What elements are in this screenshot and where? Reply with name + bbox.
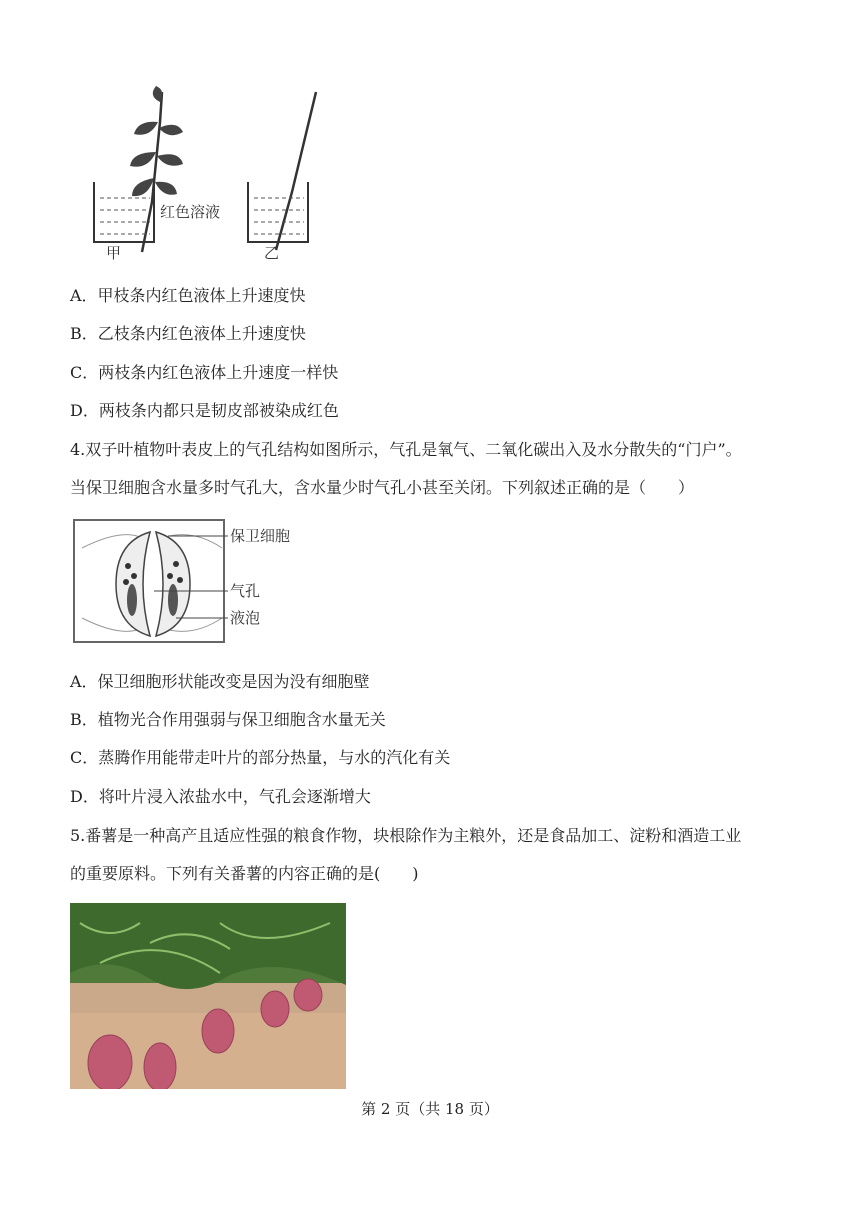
q4-option-a: A．保卫细胞形状能改变是因为没有细胞壁 — [70, 672, 370, 691]
solution-label: 红色溶液 — [160, 203, 221, 221]
label-guard-cell: 保卫细胞 — [230, 527, 291, 545]
sweet-potato-photo — [70, 903, 346, 1089]
q4-stem-line2: 当保卫细胞含水量多时气孔大，含水量少时气孔小甚至关闭。下列叙述正确的是（ ） — [70, 478, 695, 497]
label-vacuole: 液泡 — [230, 609, 261, 627]
beaker-b — [248, 182, 308, 242]
q4-option-c: C．蒸腾作用能带走叶片的部分热量，与水的汽化有关 — [70, 748, 451, 767]
stoma-figure — [72, 518, 312, 646]
q4-option-b: B．植物光合作用强弱与保卫细胞含水量无关 — [70, 710, 386, 729]
q5-stem-line1: 5.番薯是一种高产且适应性强的粮食作物，块根除作为主粮外，还是食品加工、淀粉和酒造工业 — [70, 826, 742, 845]
bare-branch-illustration — [276, 92, 316, 250]
q3-option-b: B．乙枝条内红色液体上升速度快 — [70, 324, 306, 343]
guard-cells-illustration — [116, 532, 190, 636]
label-stoma: 气孔 — [230, 582, 261, 600]
q3-option-a: A．甲枝条内红色液体上升速度快 — [70, 286, 306, 305]
q3-option-d: D．两枝条内都只是韧皮部被染成红色 — [70, 401, 339, 420]
label-jia: 甲 — [106, 244, 122, 262]
q3-option-c: C．两枝条内红色液体上升速度一样快 — [70, 363, 339, 382]
q4-stem-line1: 4.双子叶植物叶表皮上的气孔结构如图所示，气孔是氧气、二氧化碳出入及水分散失的“门户”。 — [70, 440, 742, 459]
label-yi: 乙 — [264, 244, 280, 262]
q4-option-d: D．将叶片浸入浓盐水中，气孔会逐渐增大 — [70, 787, 371, 806]
q5-stem-line2: 的重要原料。下列有关番薯的内容正确的是( ) — [70, 864, 419, 883]
leafy-branch-illustration — [130, 86, 183, 252]
page-footer: 第 2 页（共 18 页） — [361, 1100, 499, 1118]
branch-experiment-figure — [80, 82, 340, 264]
